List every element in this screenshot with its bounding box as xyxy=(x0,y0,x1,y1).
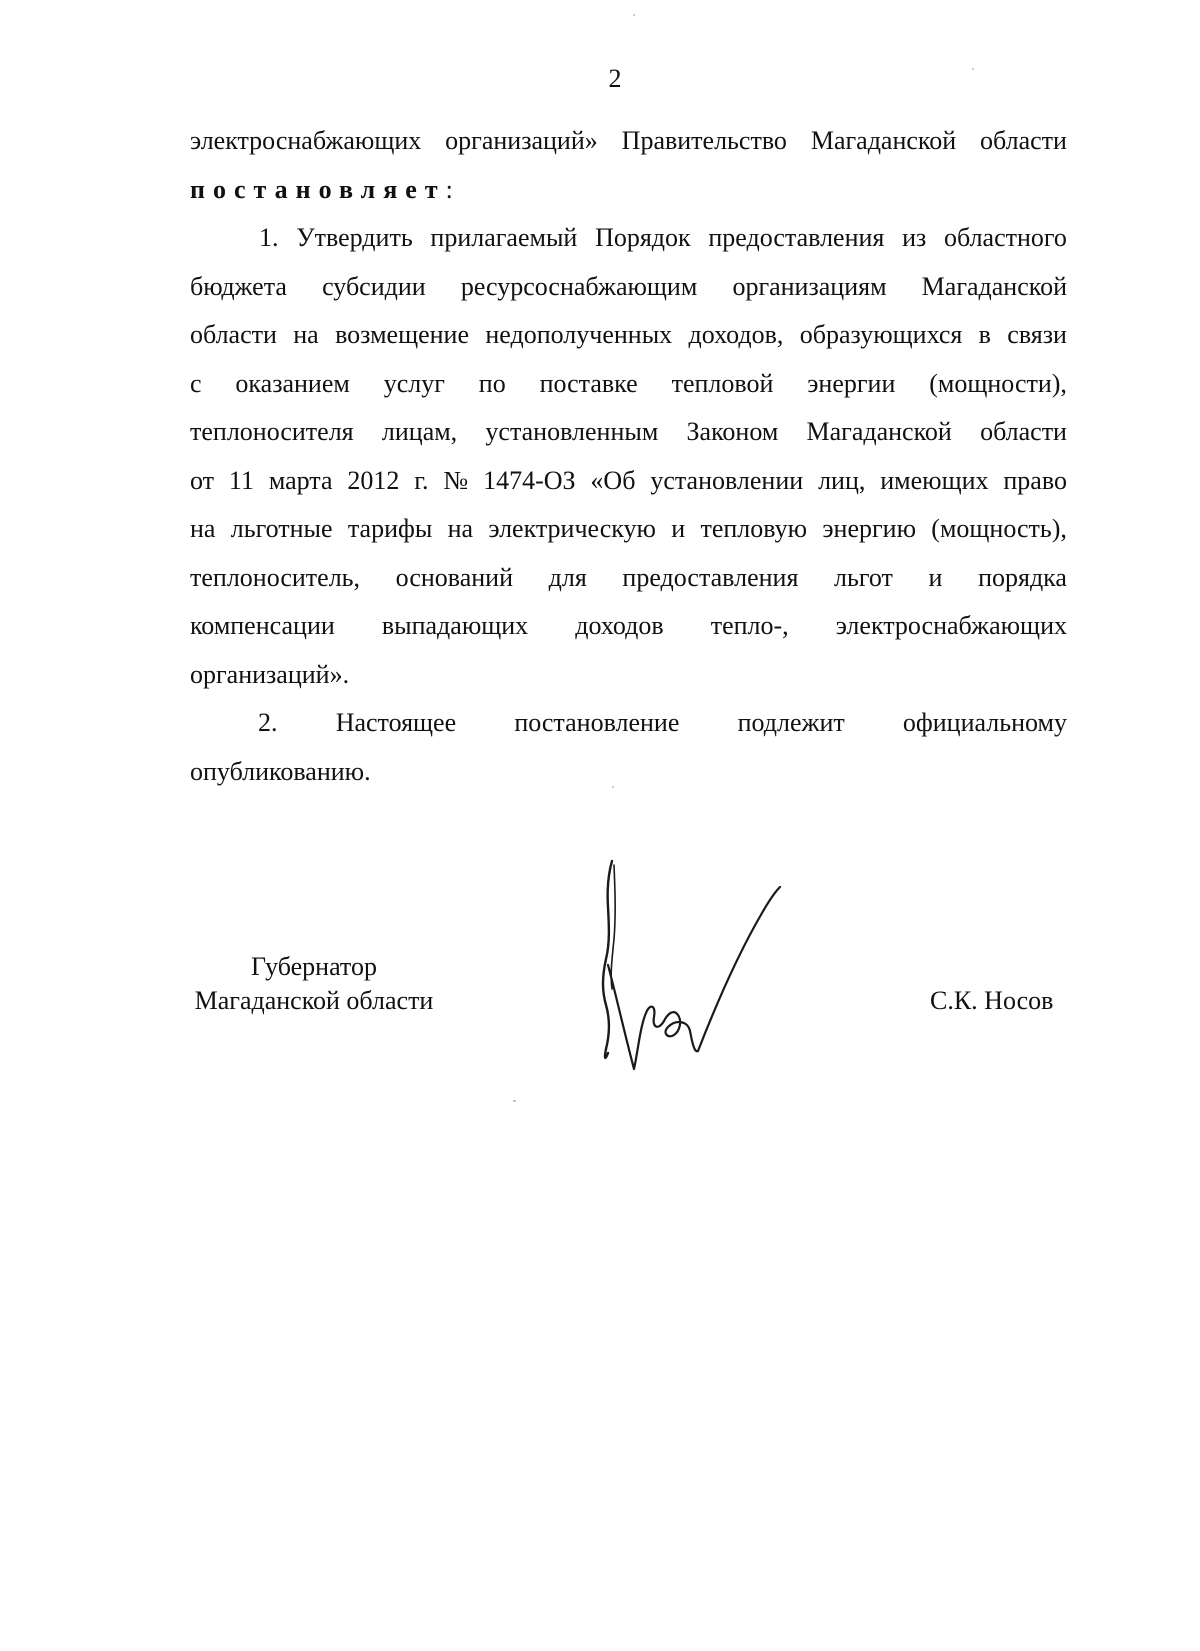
scan-speck xyxy=(513,1100,516,1102)
word: субсидии xyxy=(322,271,426,301)
word: 1474-ОЗ xyxy=(483,465,576,495)
word: и xyxy=(671,514,686,543)
word: марта xyxy=(268,465,333,495)
word: установлении xyxy=(650,465,804,495)
word: в xyxy=(978,320,991,349)
word: возмещение xyxy=(335,320,470,349)
word: порядка xyxy=(978,562,1067,592)
word: с xyxy=(190,368,202,398)
word: компенсации xyxy=(190,611,335,640)
page-number: 2 xyxy=(608,64,622,93)
item-number: 2. xyxy=(258,708,278,737)
signer-position xyxy=(184,950,444,1018)
word: лицам, xyxy=(381,417,458,446)
word: постановление xyxy=(514,708,680,737)
word: от xyxy=(190,465,215,495)
word: оснований xyxy=(395,562,513,592)
word: льготные xyxy=(230,514,333,543)
word: Законом xyxy=(686,417,779,446)
decree-keyword: постановляет xyxy=(190,174,446,204)
word: Утвердить xyxy=(296,223,413,252)
word: Порядок xyxy=(595,223,691,252)
word: для xyxy=(548,562,587,592)
word: на xyxy=(190,514,216,543)
scan-speck xyxy=(972,68,974,70)
signer-name: С.К. Носов xyxy=(930,986,1054,1015)
scan-speck xyxy=(633,14,635,16)
word: предоставления xyxy=(708,223,885,252)
signer-position-line2: Магаданской области xyxy=(194,986,434,1015)
word: по xyxy=(478,368,506,398)
word: услуг xyxy=(383,368,445,398)
word: (мощности), xyxy=(929,368,1067,398)
word: Магаданской xyxy=(810,126,957,155)
word: № xyxy=(443,465,469,495)
word: Магаданской xyxy=(921,271,1067,301)
word: поставке xyxy=(539,368,638,398)
word: установленным xyxy=(485,417,659,446)
word: областного xyxy=(944,223,1067,252)
word: организаций» xyxy=(445,126,598,155)
word: 11 xyxy=(228,465,254,495)
word: тепло-, xyxy=(710,611,789,640)
word: теплоносителя xyxy=(190,417,354,446)
word: тарифы xyxy=(347,514,433,543)
word: ресурсоснабжающим xyxy=(460,271,698,301)
word: энергию xyxy=(822,514,916,543)
word: опубликованию. xyxy=(190,756,371,786)
word: электрическую xyxy=(488,514,656,543)
word: Правительство xyxy=(621,126,787,155)
word: электроснабжающих xyxy=(835,611,1067,640)
word: энергии xyxy=(807,368,896,398)
word: образующихся xyxy=(799,320,963,349)
word: подлежит xyxy=(737,708,845,737)
word: «Об xyxy=(590,465,636,495)
item-number: 1. xyxy=(259,223,279,252)
word: области xyxy=(980,126,1067,155)
word: области xyxy=(190,320,277,349)
word: доходов xyxy=(575,611,664,640)
word: Настоящее xyxy=(335,708,457,737)
word: бюджета xyxy=(190,271,287,301)
word: из xyxy=(902,223,927,252)
word: оказанием xyxy=(235,368,350,398)
word: области xyxy=(980,417,1067,446)
word: организациям xyxy=(732,271,887,301)
word: право xyxy=(1003,465,1067,495)
word: тепловую xyxy=(700,514,808,543)
word: 2012 xyxy=(347,465,400,495)
word: на xyxy=(447,514,474,543)
word: электроснабжающих xyxy=(190,126,422,155)
word: (мощность), xyxy=(931,514,1067,543)
word: имеющих xyxy=(880,465,989,495)
word: выпадающих xyxy=(381,611,529,640)
scan-speck xyxy=(612,786,614,788)
word: недополученных xyxy=(485,320,673,349)
word: Магаданской xyxy=(806,417,952,446)
word: г. xyxy=(414,465,429,495)
word: на xyxy=(293,320,319,349)
word: предоставления xyxy=(622,562,799,592)
word: связи xyxy=(1007,320,1067,349)
word: тепловой xyxy=(671,368,774,398)
signer-position-line1: Губернатор xyxy=(251,952,377,981)
word: льгот xyxy=(834,562,893,592)
word: прилагаемый xyxy=(430,223,578,252)
word: теплоноситель, xyxy=(190,562,361,592)
word: лиц, xyxy=(818,465,866,495)
word: официальному xyxy=(902,708,1067,737)
word: организаций». xyxy=(190,659,350,689)
word: доходов, xyxy=(688,320,784,349)
word: и xyxy=(928,562,943,592)
handwritten-signature xyxy=(590,855,810,1085)
word: : xyxy=(445,174,453,204)
